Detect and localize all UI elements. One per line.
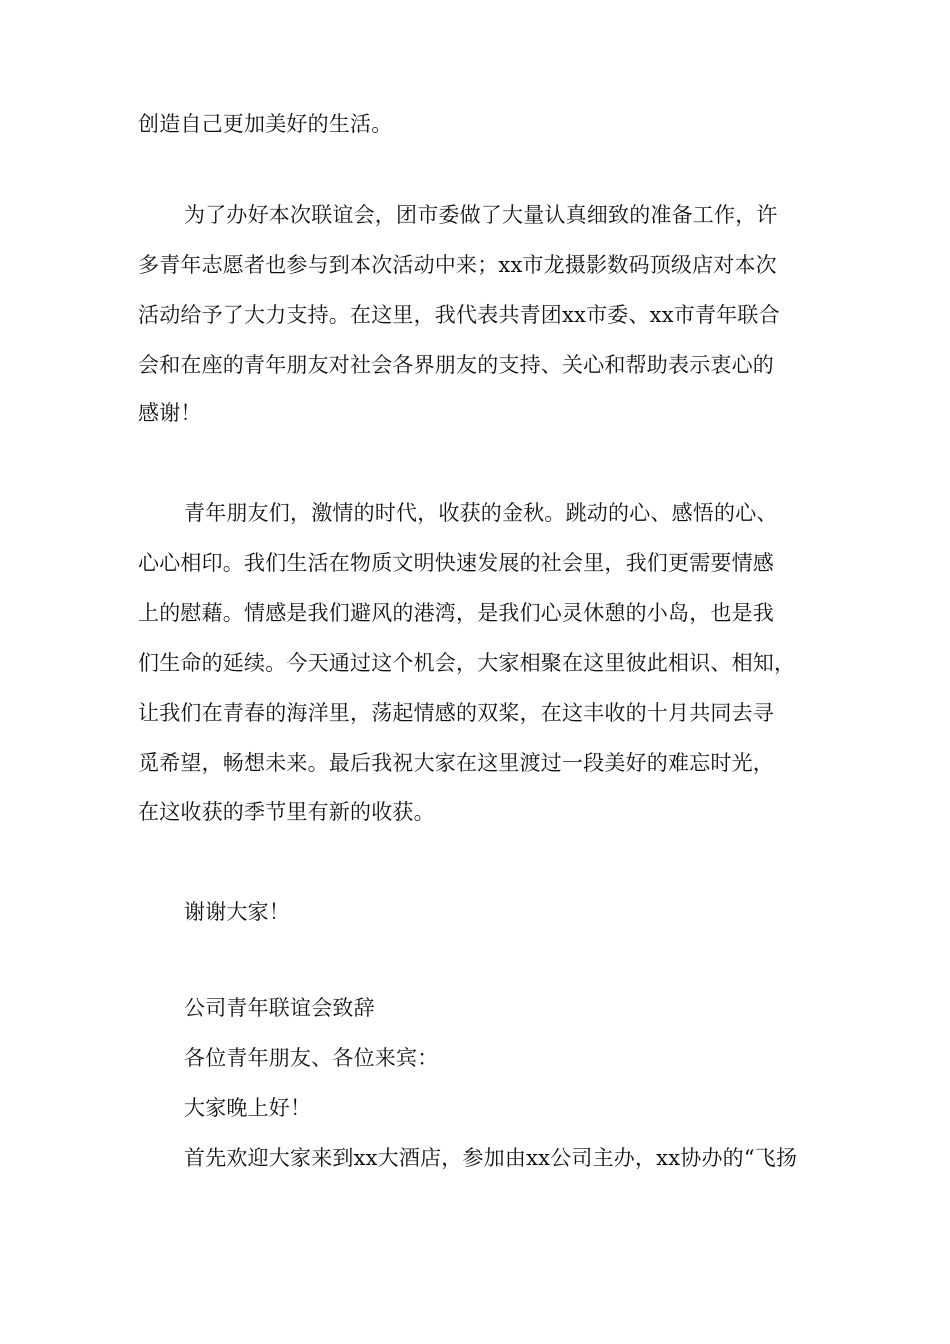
heading: 公司青年联谊会致辞 — [184, 996, 375, 1020]
text-line: 创造自己更加美好的生活。 — [138, 112, 393, 136]
text-line: 多青年志愿者也参与到本次活动中来；xx市龙摄影数码顶级店对本次 — [138, 253, 777, 277]
text-line: 会和在座的青年朋友对社会各界朋友的支持、关心和帮助表示衷心的 — [138, 353, 774, 377]
text-line: 青年朋友们，激情的时代，收获的金秋。跳动的心、感悟的心、 — [184, 501, 778, 525]
text-line: 为了办好本次联谊会，团市委做了大量认真细致的准备工作，许 — [184, 203, 778, 227]
text-line: 感谢！ — [138, 401, 202, 425]
text-line: 首先欢迎大家来到xx大酒店，参加由xx公司主办，xx协办的“飞扬 — [184, 1146, 798, 1170]
text-line: 心心相印。我们生活在物质文明快速发展的社会里，我们更需要情感 — [138, 551, 774, 575]
salutation: 各位青年朋友、各位来宾： — [184, 1046, 439, 1070]
text-line: 们生命的延续。今天通过这个机会，大家相聚在这里彼此相识、相知， — [138, 651, 796, 675]
text-line: 活动给予了大力支持。在这里，我代表共青团xx市委、xx市青年联合 — [138, 303, 780, 327]
text-line: 上的慰藉。情感是我们避风的港湾，是我们心灵休憩的小岛，也是我 — [138, 601, 774, 625]
text-line: 觅希望，畅想未来。最后我祝大家在这里渡过一段美好的难忘时光， — [138, 751, 774, 775]
text-line: 让我们在青春的海洋里，荡起情感的双桨，在这丰收的十月共同去寻 — [138, 701, 774, 725]
text-line: 在这收获的季节里有新的收获。 — [138, 800, 435, 824]
text-line: 谢谢大家！ — [184, 900, 290, 924]
greeting: 大家晚上好！ — [184, 1096, 312, 1120]
